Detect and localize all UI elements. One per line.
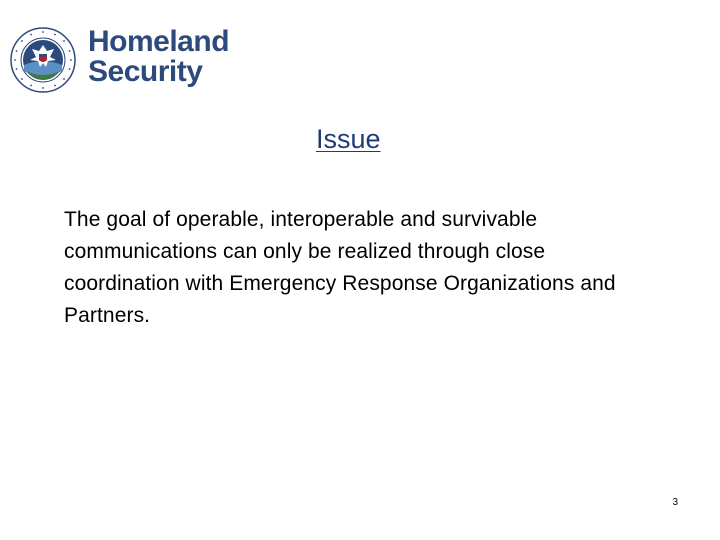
dhs-seal-icon [10, 27, 76, 93]
logo-line-security: Security [88, 55, 203, 88]
slide-title: Issue [316, 124, 381, 154]
logo-wordmark [88, 27, 250, 87]
slide-title-container [316, 124, 381, 155]
logo-line-homeland: Homeland [88, 25, 230, 58]
homeland-security-logo [10, 25, 250, 97]
page-number: 3 [672, 497, 678, 508]
slide-body-text: The goal of operable, interoperable and survivable communications can only be realized through close coordination with Emergency Response Organizations and Partners. [64, 208, 616, 327]
